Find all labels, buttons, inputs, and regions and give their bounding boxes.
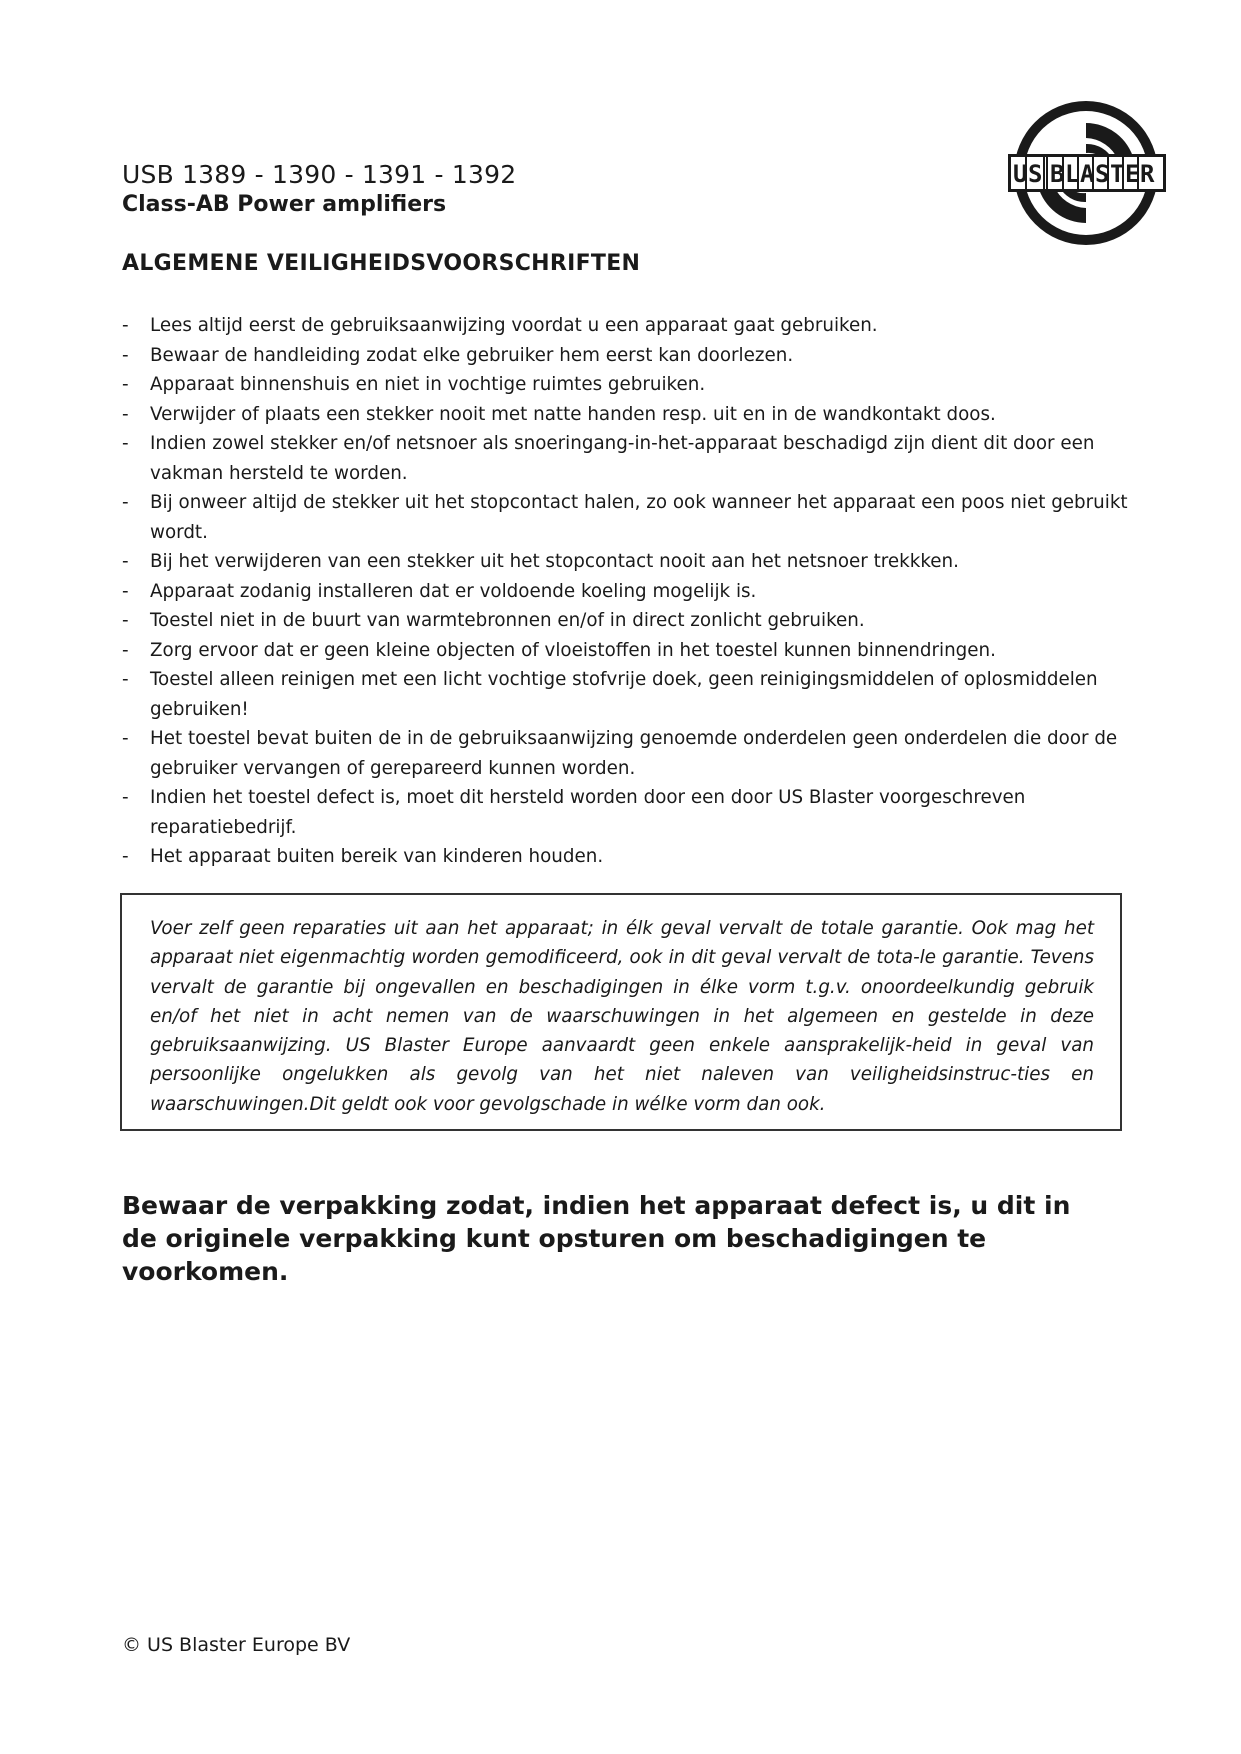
svg-text:S: S	[1095, 160, 1110, 188]
list-item: - Zorg ervoor dat er geen kleine objecten of vloeistoffen in het toestel kunnen binnendringen.	[122, 639, 996, 661]
svg-text:L: L	[1065, 160, 1080, 188]
list-item: - Apparaat binnenshuis en niet in vochtige ruimtes gebruiken.	[122, 374, 706, 395]
section-title: ALGEMENE VEILIGHEIDSVOORSCHRIFTEN	[122, 251, 641, 276]
list-item: - Toestel alleen reinigen met een licht vochtige stofvrije doek, geen reinigingsmiddelen of oplosmiddelen gebruiken!	[122, 669, 1098, 720]
svg-text:B: B	[1050, 160, 1065, 188]
safety-rules-list	[122, 311, 1132, 872]
list-item: - Verwijder of plaats een stekker nooit met natte handen resp. uit en in de wandkontakt doos.	[122, 403, 996, 425]
list-item: - Lees altijd eerst de gebruiksaanwijzing voordat u een apparaat gaat gebruiken.	[122, 315, 878, 336]
model-numbers: USB 1389 - 1390 - 1391 - 1392	[122, 160, 517, 189]
product-subtitle: Class-AB Power amplifiers	[122, 192, 447, 217]
list-item: - Bewaar de handleiding zodat elke gebruiker hem eerst kan doorlezen.	[122, 344, 794, 366]
copyright: © US Blaster Europe BV	[122, 1634, 351, 1656]
svg-text:S: S	[1028, 160, 1043, 188]
svg-text:U: U	[1013, 160, 1028, 188]
list-item: - Bij onweer altijd de stekker uit het stopcontact halen, zo ook wanneer het apparaat een poos niet gebruikt wordt.	[122, 492, 1128, 543]
list-item: - Het toestel bevat buiten de in de gebruiksaanwijzing genoemde onderdelen geen onderdelen die door de gebruiker vervangen of gerepareerd kunnen worden.	[122, 728, 1118, 779]
warranty-notice-box	[120, 893, 1122, 1131]
svg-text:T: T	[1110, 160, 1125, 188]
packaging-note: Bewaar de verpakking zodat, indien het apparaat defect is, u dit in de originele verpakking kunt opsturen om beschadigingen te voorkomen.	[122, 1191, 1071, 1286]
warranty-notice-text: Voer zelf geen reparaties uit aan het apparaat; in élk geval vervalt de totale garantie. Ook mag het apparaat niet eigenmachtig worden gemodificeerd, ook in dit geval vervalt de tota-le garantie. Tevens vervalt de garantie bij ongevallen en beschadigingen in élke vorm t.g.v. onoordeelkundig gebruik en/of het niet in acht nemen van de waarschuwingen in het algemeen en gestelde in deze gebruiksaanwijzing. US Blaster Europe aanvaardt geen enkele aansprakelijk-heid in geval van persoonlijke ongelukken als gevolg van het niet naleven van veiligheidsinstruc-ties en waarschuwingen.Dit geldt ook voor gevolgschade in wélke vorm dan ook.	[150, 918, 1094, 1115]
svg-text:E: E	[1125, 160, 1140, 188]
list-item: - Indien zowel stekker en/of netsnoer als snoeringang-in-het-apparaat beschadigd zijn dient dit door een vakman hersteld te worden.	[122, 433, 1095, 484]
list-item: - Apparaat zodanig installeren dat er voldoende koeling mogelijk is.	[122, 580, 757, 602]
list-item: - Indien het toestel defect is, moet dit hersteld worden door een door US Blaster voorgeschreven reparatiebedrijf.	[122, 787, 1026, 838]
list-item: - Bij het verwijderen van een stekker uit het stopcontact nooit aan het netsnoer trekkken.	[122, 551, 959, 572]
list-item: - Toestel niet in de buurt van warmtebronnen en/of in direct zonlicht gebruiken.	[122, 610, 865, 631]
us-blaster-logo-icon	[1006, 98, 1168, 248]
svg-text:R: R	[1140, 160, 1155, 188]
list-item: - Het apparaat buiten bereik van kinderen houden.	[122, 846, 604, 867]
svg-text:A: A	[1080, 160, 1095, 188]
